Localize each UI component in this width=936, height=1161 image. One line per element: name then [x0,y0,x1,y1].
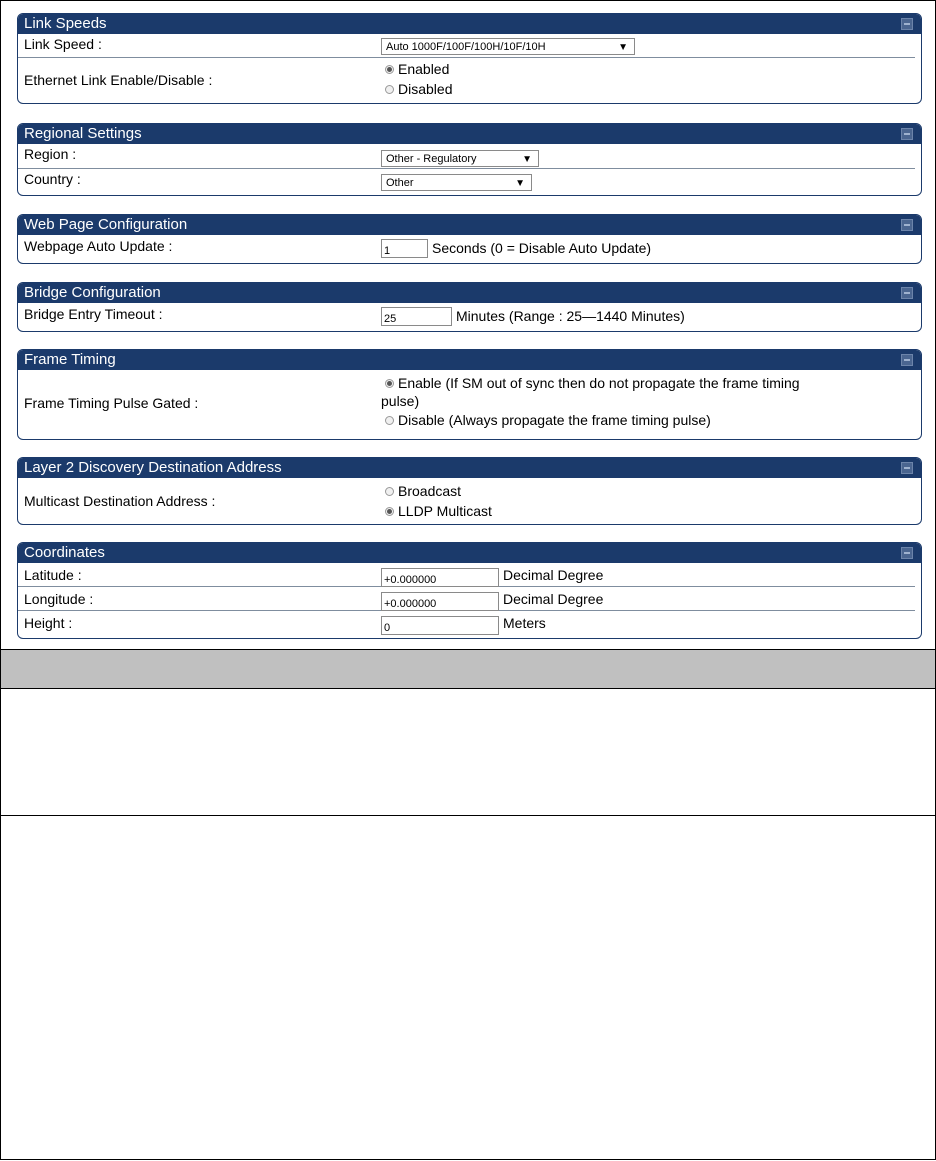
regional-settings-header [18,124,921,144]
height-label: Height : [24,615,73,631]
country-row [18,169,915,193]
table-row-divider [0,815,936,816]
latitude-input[interactable]: +0.000000 [381,568,499,587]
collapse-icon[interactable] [901,219,913,231]
bridge-configuration-panel [17,282,922,332]
link-speed-label: Link Speed : [24,36,102,52]
enable-option[interactable] [381,375,915,391]
panel-title: Web Page Configuration [24,216,188,233]
web-page-configuration-header [18,215,921,235]
disabled-option[interactable] [381,81,915,97]
enable-option-label: Enable (If SM out of sync then do not propagate the frame timing [398,375,800,391]
web-page-configuration-panel [17,214,922,264]
lldp-multicast-option-label: LLDP Multicast [398,503,492,519]
ethernet-link-row [18,58,915,102]
dropdown-arrow-icon: ▼ [522,154,532,165]
disable-option[interactable] [381,412,915,428]
link-speed-row [18,34,915,58]
radio-unselected-icon[interactable] [385,487,394,496]
ethernet-link-label: Ethernet Link Enable/Disable : [24,72,213,88]
lldp-multicast-option[interactable] [381,503,915,519]
region-select[interactable] [381,150,539,167]
collapse-icon[interactable] [901,547,913,559]
panel-title: Bridge Configuration [24,284,161,301]
link-speed-value: Auto 1000F/100F/100H/10F/10H [386,41,546,53]
bridge-entry-timeout-row [18,303,915,329]
collapse-icon[interactable] [901,354,913,366]
enabled-option[interactable] [381,61,915,77]
table-bottom-border [0,1159,936,1160]
disabled-option-label: Disabled [398,81,453,97]
enable-option-continuation: pulse) [381,393,420,409]
link-speed-select[interactable] [381,38,635,55]
longitude-row [18,587,915,611]
longitude-unit: Decimal Degree [503,591,604,607]
enabled-option-label: Enabled [398,61,450,77]
longitude-label: Longitude : [24,591,94,607]
link-speeds-panel [17,13,922,104]
frame-timing-pulse-row [18,370,915,436]
height-row [18,611,915,634]
link-speeds-header [18,14,921,34]
region-row [18,144,915,169]
height-input[interactable]: 0 [381,616,499,635]
latitude-unit: Decimal Degree [503,567,604,583]
radio-unselected-icon[interactable] [385,416,394,425]
broadcast-option[interactable] [381,483,915,499]
dropdown-arrow-icon: ▼ [618,42,628,53]
bridge-entry-timeout-input[interactable]: 25 [381,307,452,326]
multicast-destination-label: Multicast Destination Address : [24,493,216,509]
panel-title: Regional Settings [24,125,142,142]
latitude-label: Latitude : [24,567,82,583]
country-value: Other [386,177,414,189]
layer2-discovery-panel [17,457,922,525]
frame-timing-pulse-label: Frame Timing Pulse Gated : [24,395,199,411]
top-border [0,0,936,1]
radio-selected-icon[interactable] [385,507,394,516]
table-header-bar [0,649,936,689]
timeout-unit: Minutes (Range : 25—1440 Minutes) [456,308,685,324]
table-left-border [0,0,1,1160]
coordinates-header [18,543,921,563]
collapse-icon[interactable] [901,128,913,140]
coordinates-panel [17,542,922,639]
region-value: Other - Regulatory [386,153,477,165]
longitude-input[interactable]: +0.000000 [381,592,499,611]
country-label: Country : [24,171,81,187]
collapse-icon[interactable] [901,18,913,30]
auto-update-unit: Seconds (0 = Disable Auto Update) [432,240,652,256]
frame-timing-panel [17,349,922,440]
latitude-row [18,563,915,587]
panel-title: Layer 2 Discovery Destination Address [24,459,282,476]
radio-unselected-icon[interactable] [385,85,394,94]
bridge-entry-timeout-label: Bridge Entry Timeout : [24,306,163,322]
panel-title: Coordinates [24,544,105,561]
panel-title: Frame Timing [24,351,116,368]
webpage-auto-update-row [18,235,915,261]
multicast-destination-row [18,478,915,522]
country-select[interactable] [381,174,532,191]
webpage-auto-update-label: Webpage Auto Update : [24,238,173,254]
radio-selected-icon[interactable] [385,379,394,388]
bridge-configuration-header [18,283,921,303]
dropdown-arrow-icon: ▼ [515,178,525,189]
radio-selected-icon[interactable] [385,65,394,74]
height-unit: Meters [503,615,546,631]
regional-settings-panel [17,123,922,196]
collapse-icon[interactable] [901,462,913,474]
broadcast-option-label: Broadcast [398,483,462,499]
collapse-icon[interactable] [901,287,913,299]
disable-option-label: Disable (Always propagate the frame timing pulse) [398,412,711,428]
webpage-auto-update-input[interactable]: 1 [381,239,428,258]
layer2-discovery-header [18,458,921,478]
panel-title: Link Speeds [24,15,107,32]
frame-timing-header [18,350,921,370]
region-label: Region : [24,146,77,162]
